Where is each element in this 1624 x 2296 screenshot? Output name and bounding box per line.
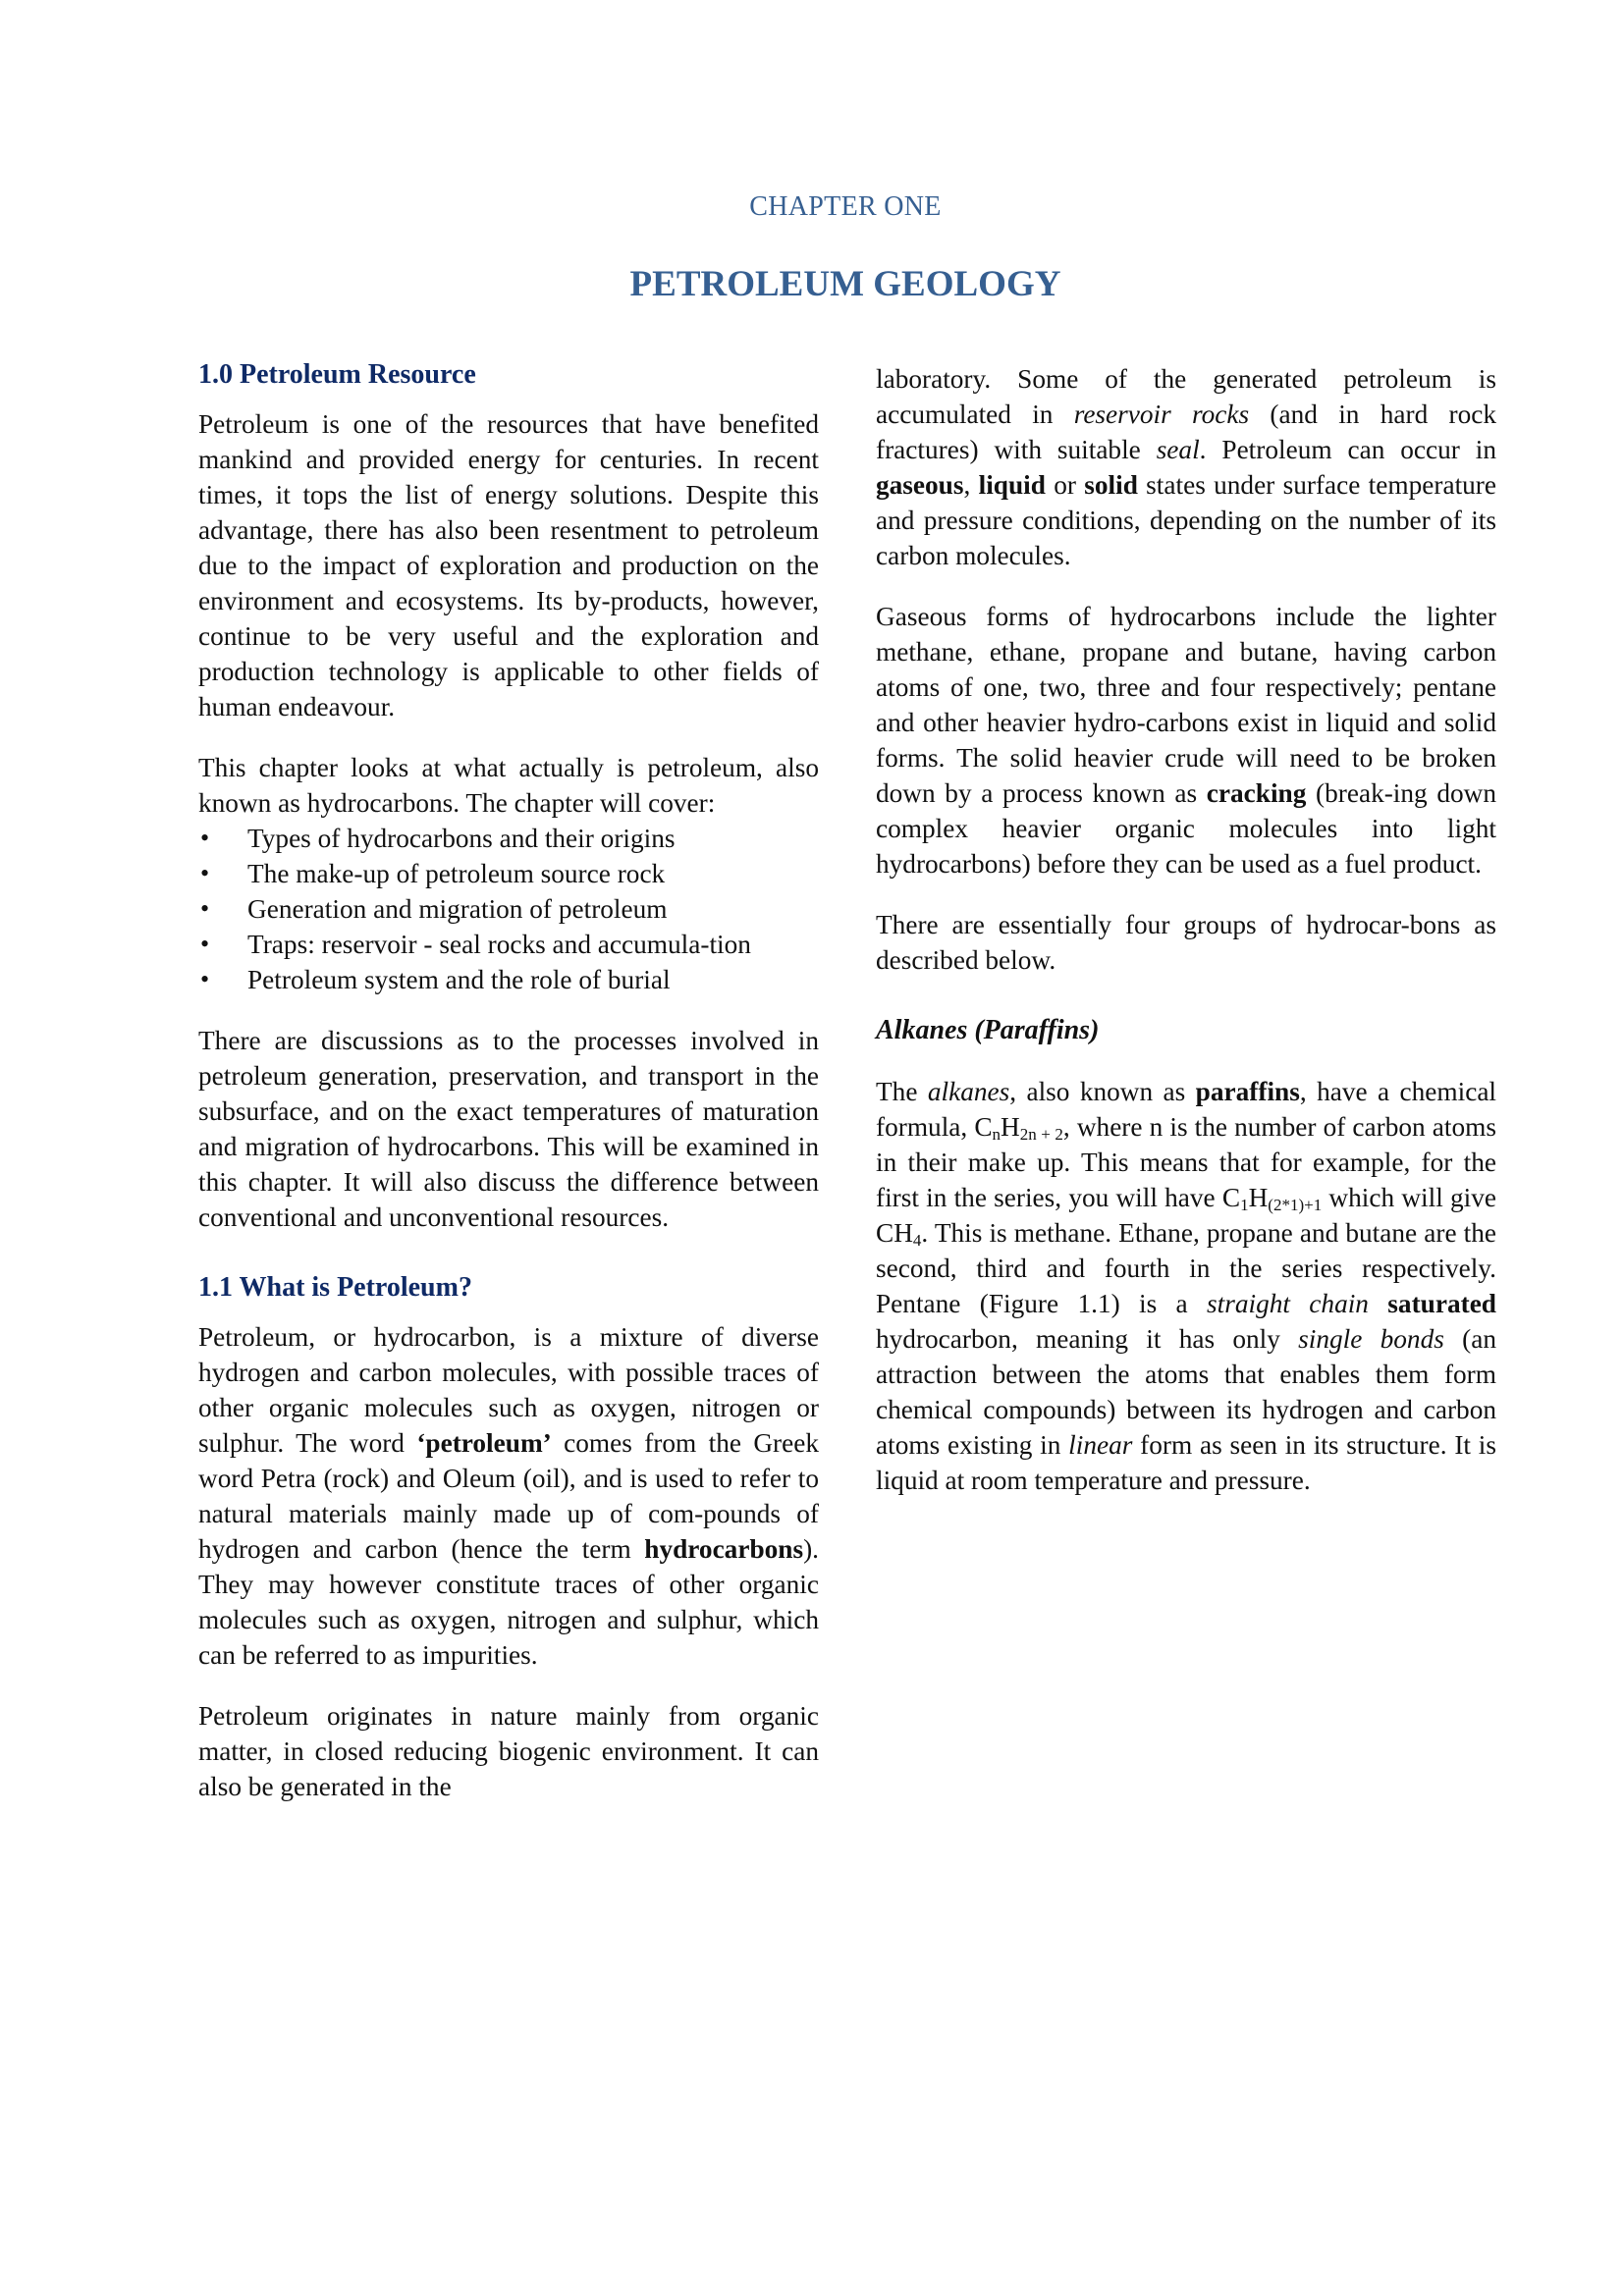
right-column <box>876 361 1496 1523</box>
bold-term-hydrocarbons: hydrocarbons <box>644 1534 804 1564</box>
paragraph-petroleum-origin: Petroleum originates in nature mainly from organic matter, in closed reducing biogenic environment. It can also be generated in the <box>198 1701 819 1801</box>
italic-term-single-bonds: single bonds <box>1298 1324 1444 1354</box>
bold-term-liquid: liquid <box>978 470 1046 500</box>
italic-term-alkanes: alkanes <box>927 1077 1010 1106</box>
paragraph-alkanes <box>876 1074 1496 1498</box>
subheading-alkanes: Alkanes (Paraffins) <box>876 1015 1100 1045</box>
subscript: 2n + 2 <box>1019 1125 1063 1144</box>
text-run: , <box>963 470 979 500</box>
text-run: comes from the Greek word Petra (rock) and Oleum (oil), and is used to refer to natural materials mainly made up of com-pounds of hydrogen and carbon (hence the term <box>198 1428 820 1564</box>
subscript: (2*1)+1 <box>1268 1196 1323 1214</box>
bold-term-paraffins: paraffins <box>1195 1077 1300 1106</box>
paragraph-chapter-overview: This chapter looks at what actually is petroleum, also known as hydrocarbons. The chapter will cover: <box>198 753 819 818</box>
text-run: Petroleum, or hydrocarbon, is a mixture of diverse hydrogen and carbon molecules, with possible traces of other organic molecules such as oxygen, nitrogen or sulphur. The word <box>198 1322 819 1458</box>
text-run: The <box>876 1077 928 1106</box>
list-item: • Traps: reservoir - seal rocks and accumula-tion <box>198 927 819 962</box>
text-run: (an attraction between the atoms that enables them form chemical compounds) between its hydrogen and carbon atoms existing in <box>876 1324 1496 1460</box>
text-run: . Petroleum can occur in <box>1199 435 1496 464</box>
paragraph-discussions: There are discussions as to the processes involved in petroleum generation, preservation, and transport in the subsurface, and on the exact temperatures of maturation and migration of hydrocarbons. This will be examined in this chapter. It will also discuss the difference between conventional and unconventional resources. <box>198 1026 819 1232</box>
text-run: ). They may however constitute traces of other organic molecules such as oxygen, nitrogen and sulphur, which can be referred to as impurities. <box>198 1534 819 1670</box>
text-run: form as seen in its structure. It is liquid at room temperature and pressure. <box>876 1430 1496 1495</box>
list-item: • The make-up of petroleum source rock <box>198 856 819 891</box>
subscript: 4 <box>912 1231 922 1250</box>
list-item: • Petroleum system and the role of burial <box>198 962 819 997</box>
italic-term-reservoir-rocks: reservoir rocks <box>1073 400 1250 429</box>
bold-term-gaseous: gaseous <box>876 470 964 500</box>
text-run: H <box>1248 1183 1269 1212</box>
text-run: . This is methane. Ethane, propane and butane are the second, third and fourth in the series respectively. Pentane (Figure 1.1) is a <box>876 1218 1496 1318</box>
text-run: H <box>1001 1112 1020 1142</box>
text-run: , have a chemical formula, C <box>876 1077 1497 1142</box>
text-run: , where n is the number of carbon atoms in their make up. This means that for example, for the first in the series, you will have C <box>876 1112 1496 1212</box>
chapter-topics-list <box>198 821 819 997</box>
paragraph-four-groups: There are essentially four groups of hydrocar-bons as described below. <box>876 910 1496 975</box>
text-run: which will give CH <box>876 1183 1496 1248</box>
italic-term-seal: seal <box>1156 435 1200 464</box>
subscript: 1 <box>1240 1196 1249 1214</box>
text-run: states under surface temperature and pressure conditions, depending on the number of its carbon molecules. <box>876 470 1497 570</box>
text-run: or <box>1045 470 1085 500</box>
bold-term-petroleum: ‘petroleum’ <box>416 1428 552 1458</box>
paragraph-accumulation <box>876 361 1496 573</box>
text-run: (and in hard rock fractures) with suitable <box>876 400 1496 464</box>
section-heading-1-0: 1.0 Petroleum Resource <box>198 359 476 390</box>
paragraph-petroleum-resource: Petroleum is one of the resources that have benefited mankind and provided energy for centuries. In recent times, it tops the list of energy solutions. Despite this advantage, there has also been resentment to petroleum due to the impact of exploration and production on the environment and ecosystems. Its by-products, however, continue to be very useful and the exploration and production technology is applicable to other fields of human endeavour. <box>198 409 819 721</box>
italic-term-straight-chain: straight chain <box>1207 1289 1369 1318</box>
subscript: n <box>992 1125 1001 1144</box>
chapter-title: PETROLEUM GEOLOGY <box>629 264 1061 304</box>
text-run: laboratory. Some of the generated petroleum is accumulated in <box>876 364 1496 429</box>
section-heading-1-1: 1.1 What is Petroleum? <box>198 1272 472 1303</box>
paragraph-gaseous-forms <box>876 599 1496 881</box>
paragraph-what-is-petroleum <box>198 1319 819 1673</box>
text-run <box>1369 1289 1387 1318</box>
text-run: , also known as <box>1009 1077 1196 1106</box>
italic-term-linear: linear <box>1068 1430 1133 1460</box>
bold-term-solid: solid <box>1084 470 1138 500</box>
text-run: (break-ing down complex heavier organic molecules into light hydrocarbons) before they can be used as a fuel product. <box>876 778 1496 879</box>
chapter-label: CHAPTER ONE <box>749 191 942 222</box>
list-item: • Generation and migration of petroleum <box>198 891 819 927</box>
bold-term-saturated: saturated <box>1387 1289 1496 1318</box>
text-run: Gaseous forms of hydrocarbons include the lighter methane, ethane, propane and butane, having carbon atoms of one, two, three and four respectively; pentane and other heavier hydro-carbons exist in liquid and solid forms. The solid heavier crude will need to be broken down by a process known as <box>876 602 1496 808</box>
left-column <box>198 357 819 1830</box>
list-item: • Types of hydrocarbons and their origins <box>198 821 819 856</box>
text-run: hydrocarbon, meaning it has only <box>876 1324 1299 1354</box>
bold-term-cracking: cracking <box>1206 778 1307 808</box>
